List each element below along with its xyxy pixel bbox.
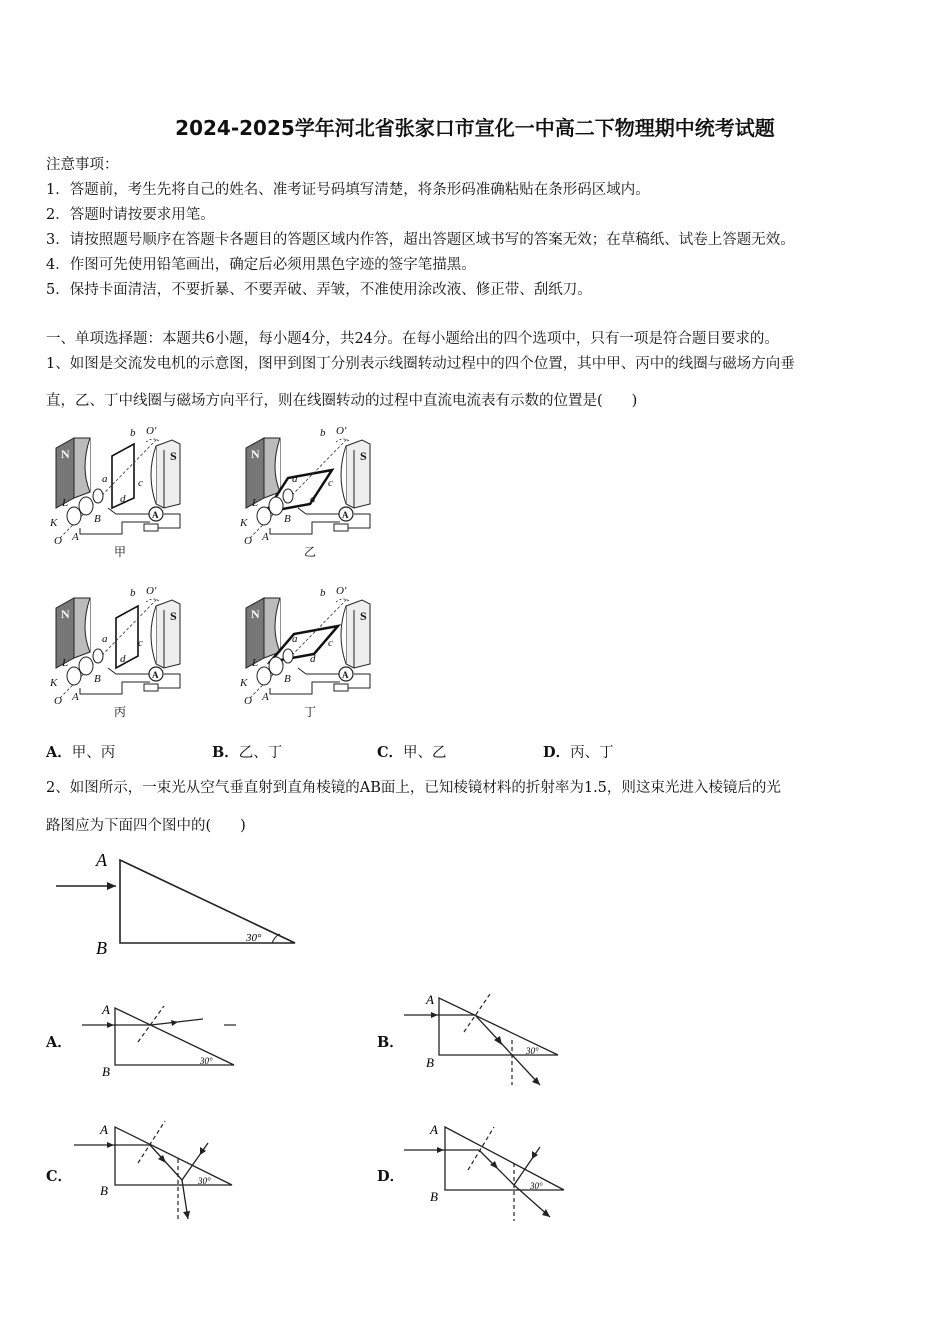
figure-label-s: S <box>170 609 177 623</box>
notice-item: 2．答题时请按要求用笔。 <box>46 207 215 223</box>
q1-stem-line1: 1、如图是交流发电机的示意图，图甲到图丁分别表示线圈转动过程中的四个位置，其中甲、丙中的线圈与磁场方向垂 <box>46 356 795 372</box>
figure-label-k: K <box>50 677 58 689</box>
page-title: 2024-2025学年河北省张家口市宣化一中高二下物理期中统考试题 <box>175 116 775 140</box>
notice-item: 4．作图可先使用铅笔画出，确定后必须用黑色字迹的签字笔描黑。 <box>46 257 476 273</box>
figure-label-meter: A <box>342 510 349 520</box>
figure-label-s: S <box>170 449 177 463</box>
figure-label-c: c <box>328 637 333 649</box>
figure-label-a: a <box>292 473 298 485</box>
svg-text:30°: 30° <box>526 1046 539 1056</box>
svg-text:A: A <box>102 1002 110 1017</box>
svg-text:A: A <box>430 1122 438 1137</box>
notice-item: 3．请按照题号顺序在答题卡各题目的答题区域内作答，超出答题区域书写的答案无效；在草稿纸、试卷上答题无效。 <box>46 232 795 248</box>
figure-label-a: a <box>292 633 298 645</box>
q1-option-c[interactable]: C．甲、乙 <box>377 744 447 761</box>
figure-label-b: b <box>130 427 136 439</box>
figure-label-o2: O′ <box>336 425 347 437</box>
figure-label-k: K <box>240 517 248 529</box>
svg-text:A: A <box>100 1122 108 1137</box>
figure-label-s: S <box>360 449 367 463</box>
q2-option-a[interactable]: A． <box>46 1034 72 1051</box>
q1-option-b[interactable]: B．乙、丁 <box>212 744 283 761</box>
figure-label-d: d <box>120 653 126 665</box>
prism-option-d-figure[interactable] <box>402 1115 572 1225</box>
svg-text:30°: 30° <box>530 1181 543 1191</box>
figure-label-o2: O′ <box>146 425 157 437</box>
q2-stem-line2: 路图应为下面四个图中的( ) <box>46 818 246 834</box>
notice-item: 5．保持卡面清洁，不要折暴、不要弄破、弄皱，不准使用涂改液、修正带、刮纸刀。 <box>46 282 592 298</box>
q2-stem-line1: 2、如图所示，一束光从空气垂直射到直角棱镜的AB面上，已知棱镜材料的折射率为1.5，则这束光进入棱镜后的光 <box>46 780 781 796</box>
svg-text:B: B <box>100 1183 108 1198</box>
figure-caption: 甲 <box>114 545 127 559</box>
svg-text:A: A <box>426 992 434 1007</box>
svg-text:30°: 30° <box>198 1176 211 1186</box>
svg-text:B: B <box>102 1064 110 1079</box>
vertex-a-label: A <box>96 850 107 870</box>
figure-label-l: L <box>252 657 259 669</box>
generator-figure-jia <box>46 420 196 560</box>
q2-option-d[interactable]: D． <box>377 1168 405 1185</box>
svg-text:B: B <box>426 1055 434 1070</box>
svg-text:30°: 30° <box>200 1056 213 1066</box>
figure-label-d: d <box>120 493 126 505</box>
figure-label-n: N <box>61 607 70 621</box>
generator-figure-ding <box>236 580 386 720</box>
figure-label-b: b <box>320 587 326 599</box>
figure-label-bb: B <box>284 513 291 525</box>
figure-label-bb: B <box>94 673 101 685</box>
figure-label-aa: A <box>262 691 269 703</box>
figure-label-a: a <box>102 633 108 645</box>
figure-label-n: N <box>61 447 70 461</box>
figure-label-c: c <box>328 477 333 489</box>
prism-option-c-figure[interactable] <box>70 1115 240 1225</box>
figure-label-o: O <box>244 535 252 547</box>
figure-label-n: N <box>251 607 260 621</box>
figure-label-o: O <box>244 695 252 707</box>
figure-label-o2: O′ <box>146 585 157 597</box>
generator-figure-bing <box>46 580 196 720</box>
q1-stem-line2: 直，乙、丁中线圈与磁场方向平行，则在线圈转动的过程中直流电流表有示数的位置是( ) <box>46 393 638 409</box>
figure-label-o: O <box>54 535 62 547</box>
notice-item: 1．答题前，考生先将自己的姓名、准考证号码填写清楚，将条形码准确粘贴在条形码区域内。 <box>46 182 650 198</box>
angle-label: 30° <box>246 932 262 944</box>
figure-label-aa: A <box>262 531 269 543</box>
notice-heading: 注意事项： <box>46 157 119 173</box>
figure-caption: 丙 <box>114 705 127 719</box>
prism-option-a-figure[interactable] <box>78 1000 248 1080</box>
figure-label-l: L <box>252 497 259 509</box>
q1-option-d[interactable]: D．丙、丁 <box>543 744 614 761</box>
figure-label-meter: A <box>342 670 349 680</box>
figure-label-aa: A <box>72 691 79 703</box>
q2-option-c[interactable]: C． <box>46 1168 73 1185</box>
svg-text:B: B <box>430 1189 438 1204</box>
figure-label-a: a <box>102 473 108 485</box>
figure-label-l: L <box>62 497 69 509</box>
figure-label-o: O <box>54 695 62 707</box>
prism-main-figure <box>50 848 310 963</box>
figure-label-meter: A <box>152 510 159 520</box>
figure-label-k: K <box>240 677 248 689</box>
figure-label-d: d <box>310 493 316 505</box>
figure-label-k: K <box>50 517 58 529</box>
figure-label-meter: A <box>152 670 159 680</box>
q1-option-a[interactable]: A．甲、丙 <box>46 744 116 761</box>
figure-label-s: S <box>360 609 367 623</box>
figure-label-bb: B <box>94 513 101 525</box>
figure-label-b: b <box>320 427 326 439</box>
figure-label-b: b <box>130 587 136 599</box>
figure-label-d: d <box>310 653 316 665</box>
figure-label-o2: O′ <box>336 585 347 597</box>
vertex-b-label: B <box>96 938 107 958</box>
figure-caption: 丁 <box>304 705 317 719</box>
prism-option-b-figure[interactable] <box>402 990 572 1090</box>
section-heading: 一、单项选择题：本题共6小题，每小题4分，共24分。在每小题给出的四个选项中，只有一项是符合题目要求的。 <box>46 331 779 347</box>
figure-caption: 乙 <box>304 545 317 559</box>
figure-label-aa: A <box>72 531 79 543</box>
figure-label-l: L <box>62 657 69 669</box>
figure-label-c: c <box>138 637 143 649</box>
generator-figure-yi <box>236 420 386 560</box>
q2-option-b[interactable]: B． <box>377 1034 404 1051</box>
figure-label-c: c <box>138 477 143 489</box>
figure-label-bb: B <box>284 673 291 685</box>
figure-label-n: N <box>251 447 260 461</box>
